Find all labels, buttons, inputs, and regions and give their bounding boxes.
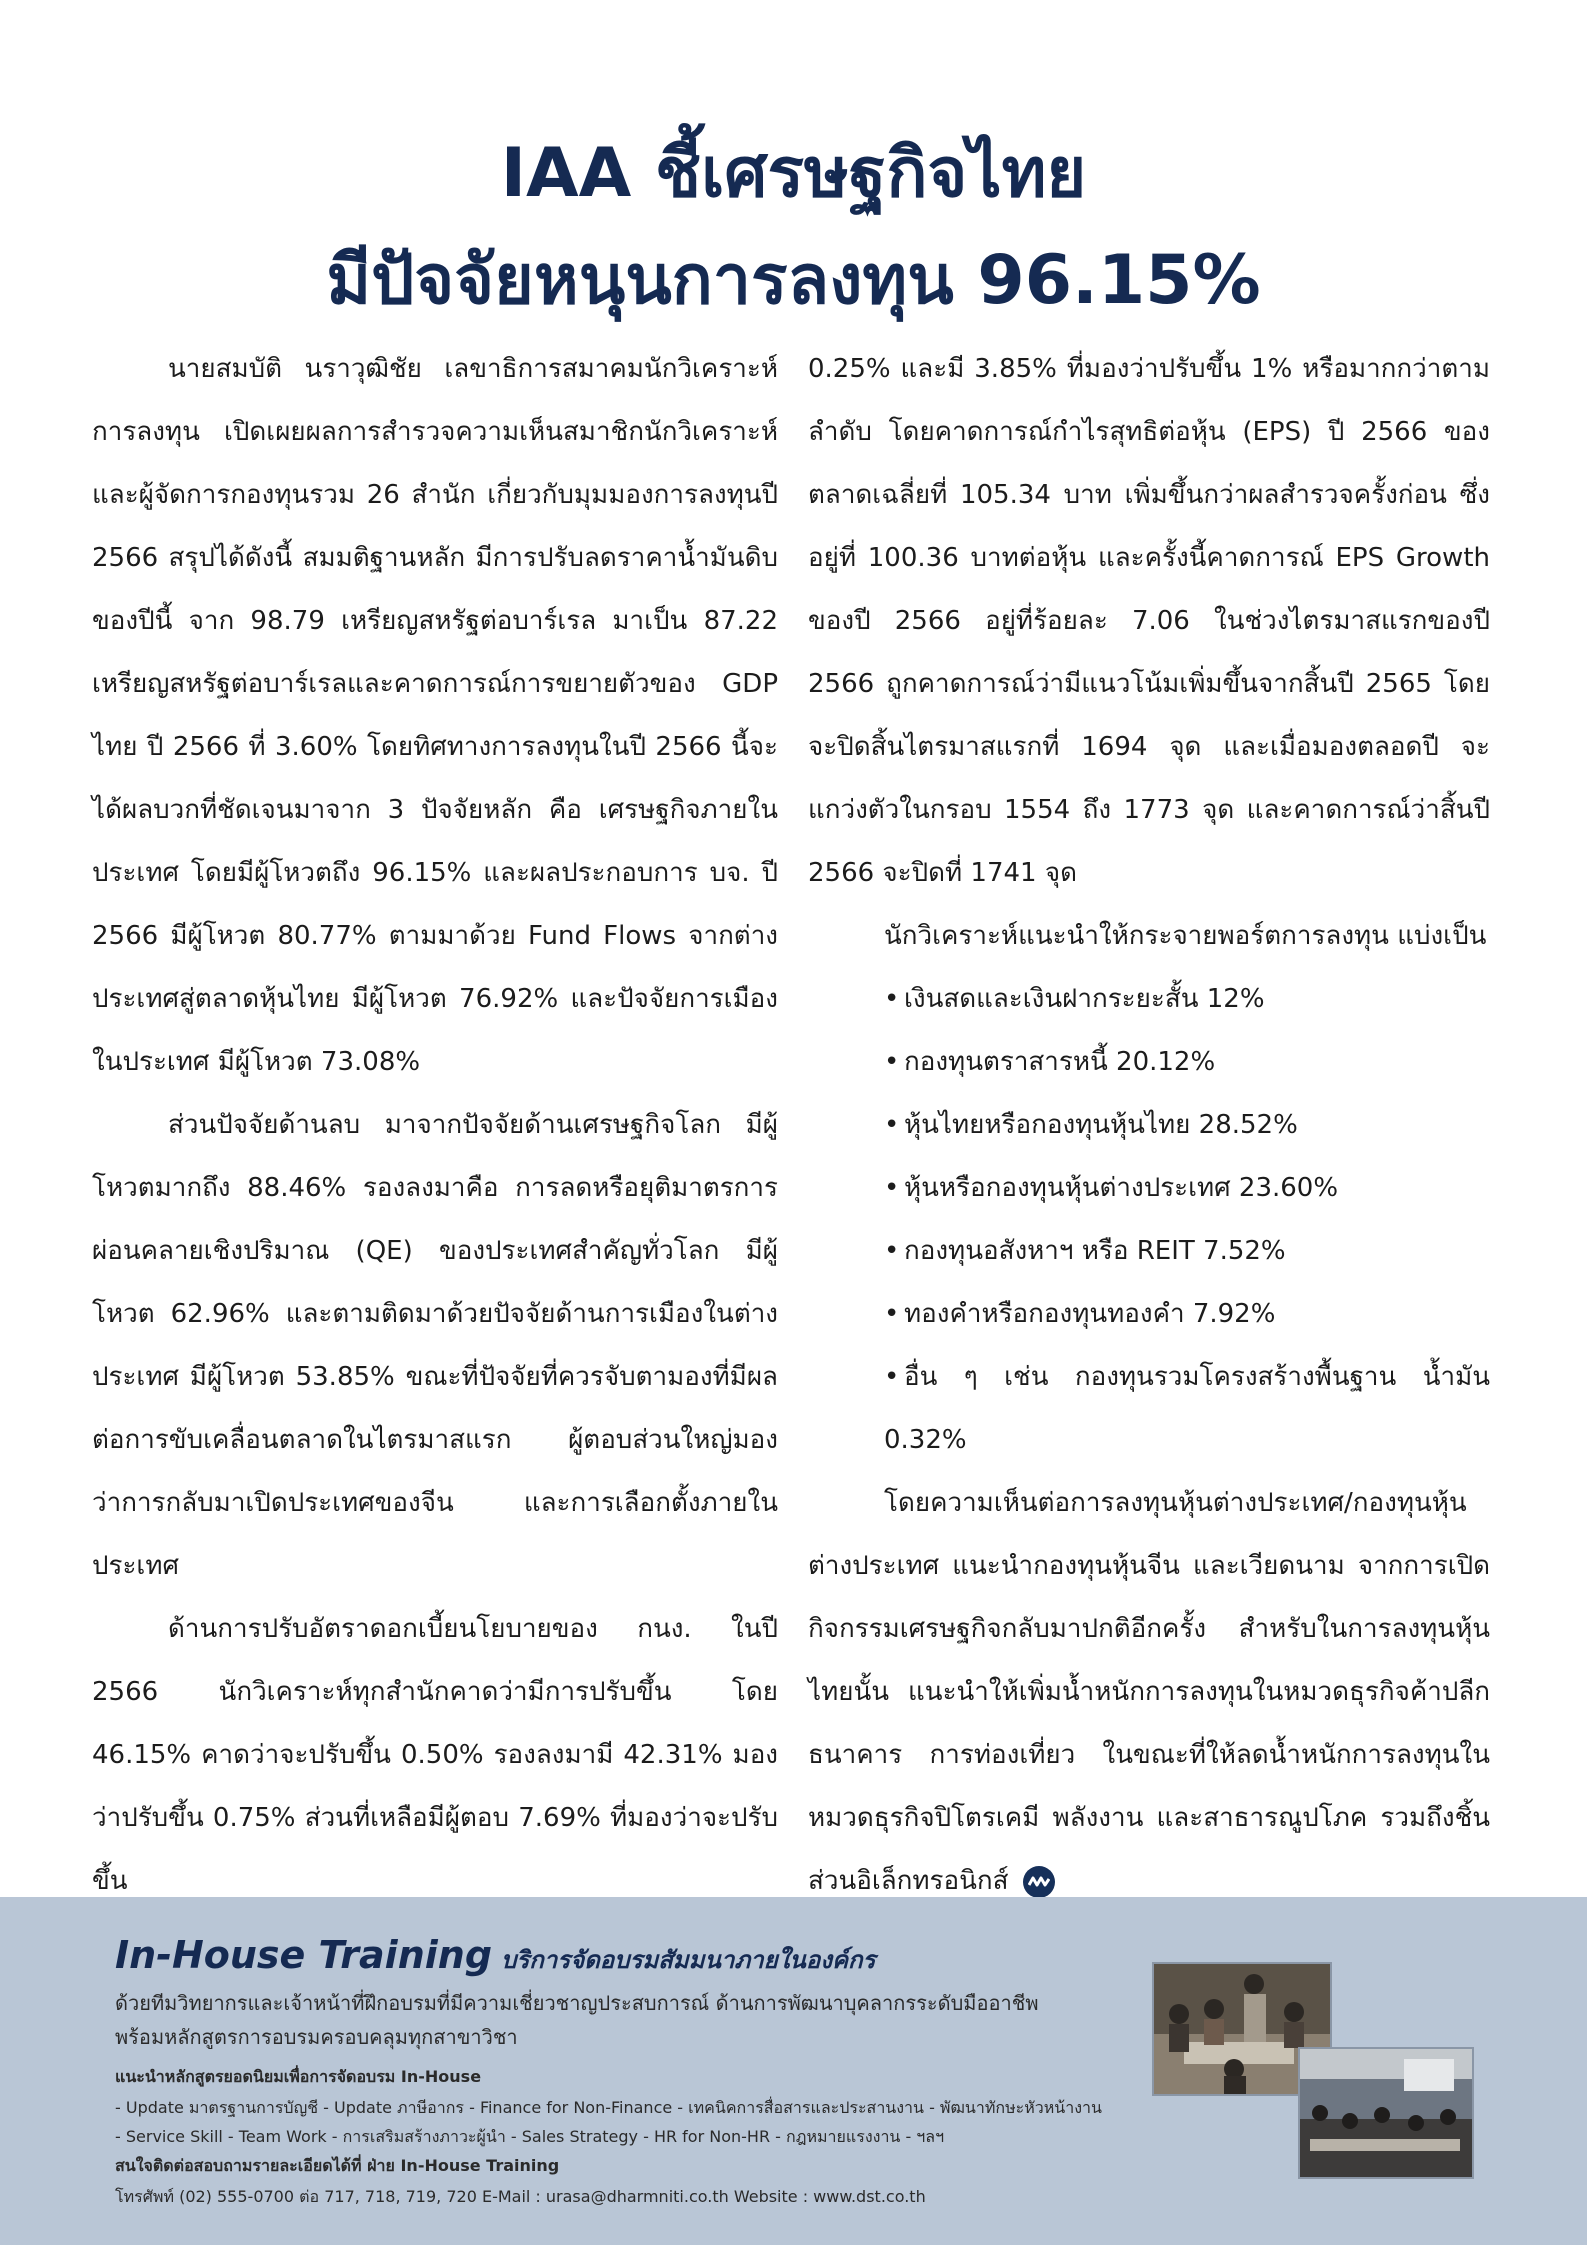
- right-column: [808, 338, 1490, 1913]
- in-house-training-ad: [0, 1897, 1587, 2245]
- left-column: [92, 338, 778, 1913]
- ad-heading: [115, 1933, 875, 1979]
- bullet-icon: •: [884, 1173, 900, 1203]
- ad-courses-heading: แนะนำหลักสูตรยอดนิยมเพื่อการจัดอบรม In-House: [115, 2067, 482, 2086]
- list-item: • ทองคำหรือกองทุนทองคำ 7.92%: [808, 1283, 1490, 1346]
- training-classroom-photo: [1298, 2047, 1474, 2179]
- article-end-logo-icon: [1023, 1866, 1055, 1898]
- list-item: • กองทุนอสังหาฯ หรือ REIT 7.52%: [808, 1220, 1490, 1283]
- list-item: • เงินสดและเงินฝากระยะสั้น 12%: [808, 968, 1490, 1031]
- list-item: • กองทุนตราสารหนี้ 20.12%: [808, 1031, 1490, 1094]
- paragraph-eps-forecast: 0.25% และมี 3.85% ที่มองว่าปรับขึ้น 1% หรือมากกว่าตามลำดับ โดยคาดการณ์กำไรสุทธิต่อหุ้น (EPS) ปี 2566 ของตลาดเฉลี่ยที่ 105.34 บาท เพิ่มขึ้นกว่าผลสำรวจครั้งก่อน ซึ่งอยู่ที่ 100.36 บาทต่อหุ้น และครั้งนี้คาดการณ์ EPS Growth ของปี 2566 อยู่ที่ร้อยละ 7.06 ในช่วงไตรมาสแรกของปี 2566 ถูกคาดการณ์ว่ามีแนวโน้มเพิ่มขึ้นจากสิ้นปี 2565 โดยจะปิดสิ้นไตรมาสแรกที่ 1694 จุด และเมื่อมองตลอดปี จะแกว่งตัวในกรอบ 1554 ถึง 1773 จุด และคาดการณ์ว่าสิ้นปี 2566 จะปิดที่ 1741 จุด: [808, 354, 1490, 888]
- paragraph-negative-factors: ส่วนปัจจัยด้านลบ มาจากปัจจัยด้านเศรษฐกิจโลก มีผู้โหวตมากถึง 88.46% รองลงมาคือ การลดหรือยุติมาตรการผ่อนคลายเชิงปริมาณ (QE) ของประเทศสำคัญทั่วโลก มีผู้โหวต 62.96% และตามติดมาด้วยปัจจัยด้านการเมืองในต่างประเทศ มีผู้โหวต 53.85% ขณะที่ปัจจัยที่ควรจับตามองที่มีผลต่อการขับเคลื่อนตลาดในไตรมาสแรก ผู้ตอบส่วนใหญ่มองว่าการกลับมาเปิดประเทศของจีน และการเลือกตั้งภายในประเทศ: [92, 1110, 778, 1581]
- list-item: • หุ้นไทยหรือกองทุนหุ้นไทย 28.52%: [808, 1094, 1490, 1157]
- ad-description-2: พร้อมหลักสูตรการอบรมครอบคลุมทุกสาขาวิชา: [115, 2025, 518, 2049]
- ad-description-1: ด้วยทีมวิทยากรและเจ้าหน้าที่ฝึกอบรมที่มีความเชี่ยวชาญประสบการณ์ ด้านการพัฒนาบุคลากรระดับมืออาชีพ: [115, 1991, 1039, 2015]
- bullet-icon: •: [884, 1299, 900, 1329]
- bullet-icon: •: [884, 1047, 900, 1077]
- ad-contact-info: โทรศัพท์ (02) 555-0700 ต่อ 717, 718, 719, 720 E-Mail : urasa@dharmniti.co.th Website : www.dst.co.th: [115, 2187, 926, 2206]
- portfolio-allocation-list: [808, 968, 1490, 1472]
- paragraph-oil-gdp-factors: นายสมบัติ นราวุฒิชัย เลขาธิการสมาคมนักวิเคราะห์การลงทุน เปิดเผยผลการสำรวจความเห็นสมาชิกนักวิเคราะห์และผู้จัดการกองทุนรวม 26 สำนัก เกี่ยวกับมุมมองการลงทุนปี 2566 สรุปได้ดังนี้ สมมติฐานหลัก มีการปรับลดราคาน้ำมันดิบของปีนี้ จาก 98.79 เหรียญสหรัฐต่อบาร์เรล มาเป็น 87.22 เหรียญสหรัฐต่อบาร์เรลและคาดการณ์การขยายตัวของ GDP ไทย ปี 2566 ที่ 3.60% โดยทิศทางการลงทุนในปี 2566 นี้จะได้ผลบวกที่ชัดเจนมาจาก 3 ปัจจัยหลัก คือ เศรษฐกิจภายในประเทศ โดยมีผู้โหวตถึง 96.15% และผลประกอบการ บจ. ปี 2566 มีผู้โหวต 80.77% ตามมาด้วย Fund Flows จากต่างประเทศสู่ตลาดหุ้นไทย มีผู้โหวต 76.92% และปัจจัยการเมืองในประเทศ มีผู้โหวต 73.08%: [92, 354, 778, 1077]
- bullet-icon: •: [884, 984, 900, 1014]
- ad-courses-line-1: - Update มาตรฐานการบัญชี - Update ภาษีอากร - Finance for Non-Finance - เทคนิคการสื่อสารและประสานงาน - พัฒนาทักษะหัวหน้างาน: [115, 2098, 1102, 2117]
- list-item: • หุ้นหรือกองทุนหุ้นต่างประเทศ 23.60%: [808, 1157, 1490, 1220]
- paragraph-portfolio-intro: นักวิเคราะห์แนะนำให้กระจายพอร์ตการลงทุน แบ่งเป็น: [884, 921, 1487, 951]
- ad-contact-heading: สนใจติดต่อสอบถามรายละเอียดได้ที่ ฝ่าย In-House Training: [115, 2156, 560, 2175]
- article-title-line-1: IAA ชี้เศรษฐกิจไทย: [500, 134, 1087, 213]
- paragraph-sector-recommendation: โดยความเห็นต่อการลงทุนหุ้นต่างประเทศ/กองทุนหุ้นต่างประเทศ แนะนำกองทุนหุ้นจีน และเวียดนาม จากการเปิดกิจกรรมเศรษฐกิจกลับมาปกติอีกครั้ง สำหรับในการลงทุนหุ้นไทยนั้น แนะนำให้เพิ่มน้ำหนักการลงทุนในหมวดธุรกิจค้าปลีก ธนาคาร การท่องเที่ยว ในขณะที่ให้ลดน้ำหนักการลงทุนในหมวดธุรกิจปิโตรเคมี พลังงาน และสาธารณูปโภค รวมถึงชิ้นส่วนอิเล็กทรอนิกส์: [808, 1488, 1490, 1896]
- bullet-icon: •: [884, 1362, 900, 1392]
- bullet-icon: •: [884, 1236, 900, 1266]
- ad-courses-line-2: - Service Skill - Team Work - การเสริมสร้างภาวะผู้นำ - Sales Strategy - HR for Non-HR - กฎหมายแรงงาน - ฯลฯ: [115, 2127, 945, 2146]
- list-item: • อื่น ๆ เช่น กองทุนรวมโครงสร้างพื้นฐาน น้ำมัน 0.32%: [808, 1346, 1490, 1472]
- bullet-icon: •: [884, 1110, 900, 1140]
- ad-brand-subtitle: บริการจัดอบรมสัมมนาภายในองค์กร: [501, 1946, 876, 1974]
- ad-brand: In-House Training: [115, 1933, 493, 1977]
- article-title-line-2: มีปัจจัยหนุนการลงทุน 96.15%: [326, 241, 1261, 320]
- paragraph-interest-rate: ด้านการปรับอัตราดอกเบี้ยนโยบายของ กนง. ในปี 2566 นักวิเคราะห์ทุกสำนักคาดว่ามีการปรับขึ้น โดย 46.15% คาดว่าจะปรับขึ้น 0.50% รองลงมามี 42.31% มองว่าปรับขึ้น 0.75% ส่วนที่เหลือมีผู้ตอบ 7.69% ที่มองว่าจะปรับขึ้น: [92, 1614, 778, 1896]
